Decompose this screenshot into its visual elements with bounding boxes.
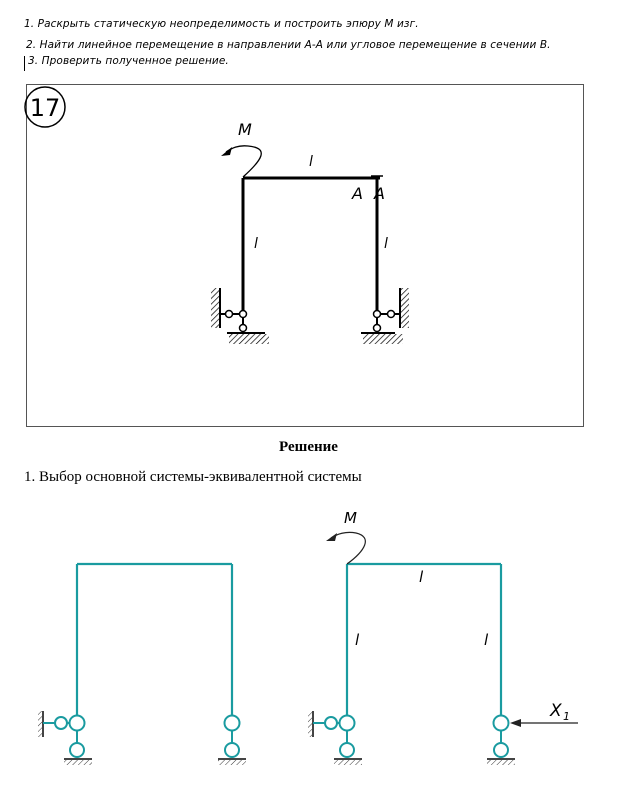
solution-title: Решение bbox=[279, 439, 338, 455]
unknown-force-label: X bbox=[550, 701, 562, 721]
equivalent-system-figure bbox=[308, 509, 578, 765]
basic-system-figure bbox=[38, 564, 246, 765]
moment-label: M bbox=[238, 120, 252, 139]
section-label-a-right: A bbox=[374, 184, 385, 203]
step-1-heading: 1. Выбор основной системы-эквивалентной системы bbox=[24, 469, 362, 485]
length-label-top-2: l bbox=[419, 568, 424, 586]
left-support bbox=[211, 288, 269, 344]
moment-label-2: M bbox=[344, 509, 357, 527]
length-label-right-2: l bbox=[484, 631, 489, 649]
unknown-force-index: 1 bbox=[563, 710, 570, 723]
task-item-1: 1. Раскрыть статическую неопределимость и построить эпюру M изг. bbox=[24, 18, 419, 30]
moment-arrow-2 bbox=[326, 532, 365, 564]
variant-number: 17 bbox=[29, 94, 61, 122]
section-label-a-left: A bbox=[352, 184, 363, 203]
length-label-top: l bbox=[309, 154, 313, 170]
task-item-2: 2. Найти линейное перемещение в направлении A-A или угловое перемещение в сечении B. bbox=[26, 39, 551, 51]
task-item-3: 3. Проверить полученное решение. bbox=[28, 55, 229, 67]
right-support bbox=[361, 288, 409, 344]
length-label-left-2: l bbox=[355, 631, 360, 649]
task-figure bbox=[25, 87, 409, 344]
moment-arrow bbox=[221, 146, 261, 177]
length-label-right: l bbox=[384, 236, 388, 252]
length-label-left: l bbox=[254, 236, 258, 252]
